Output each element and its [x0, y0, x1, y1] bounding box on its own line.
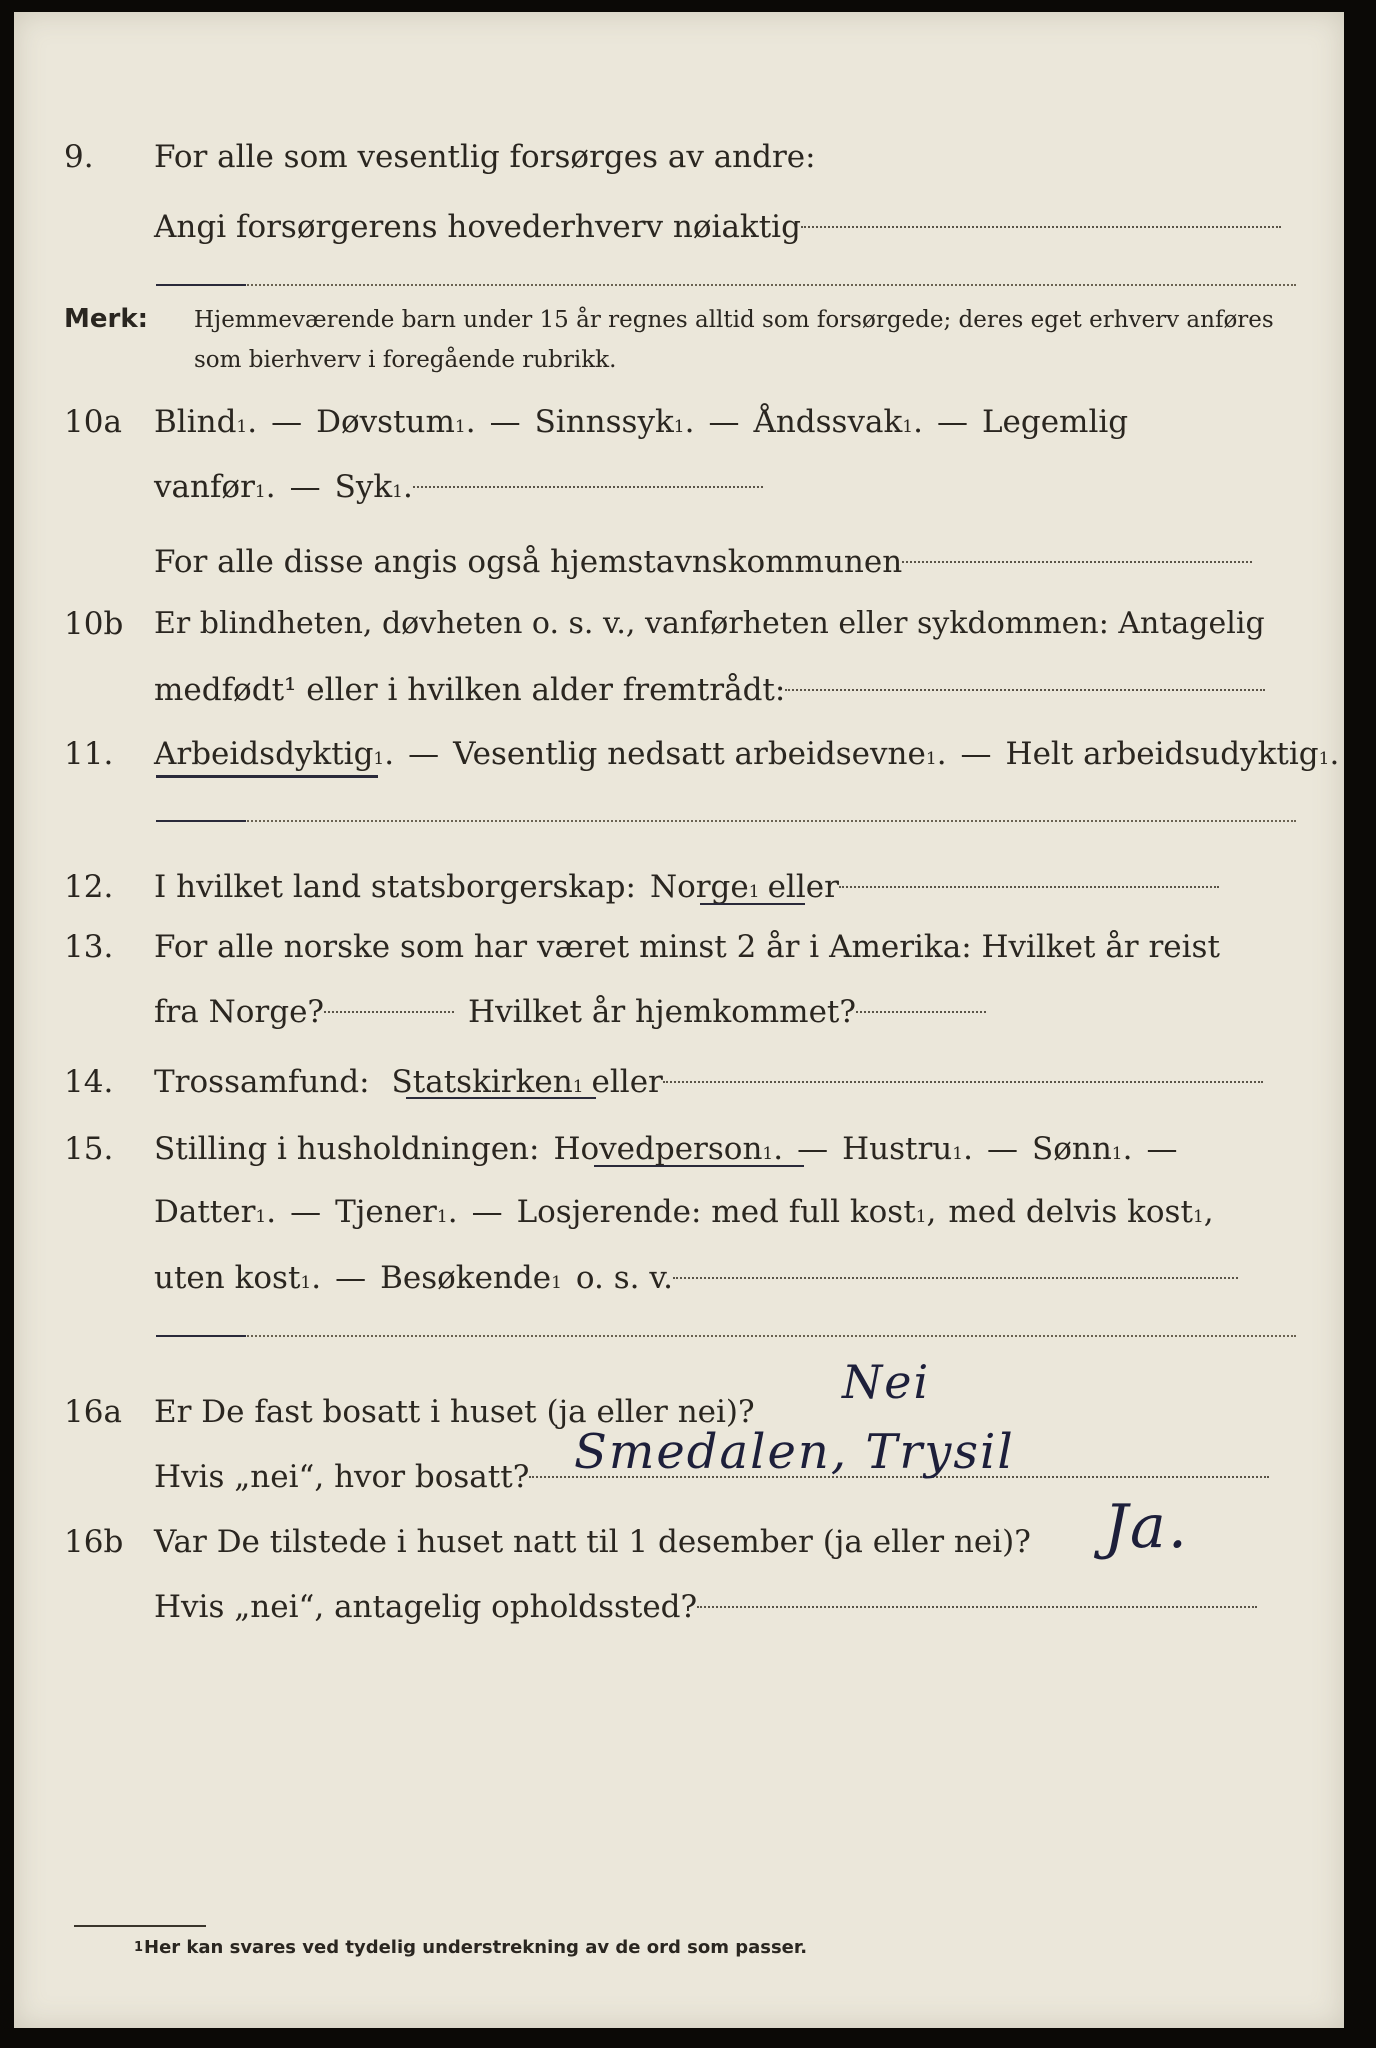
question-text: For alle norske som har været minst 2 år i Amerika: Hvilket år reist: [154, 929, 1220, 965]
option-hustru[interactable]: Hustru: [842, 1131, 953, 1167]
answer-line[interactable]: [156, 1335, 1296, 1337]
answer-line[interactable]: [156, 820, 1296, 822]
option-syk[interactable]: Syk: [334, 469, 393, 505]
census-form-page: 9. For alle som vesentlig forsørges av andre: Angi forsørgerens hovederhverv nøiaktig Merk: Hjemmeværende barn under 15 år regnes alltid som forsørgede; deres eget erhverv anføres som bierhverv i foregående rubrikk. 10a Blind 1 . — Døvstum 1 . — Sinnssyk 1 . — Åndssvak 1 . — Legemlig vanfør 1 . — Syk 1 . For alle disse angis også hjemstavnskommunen 10b Er blindheten, døvheten o. s. v., vanførheten eller sykdommen: Antagelig medfødt¹ eller i hvilken alder fremtrådt: 11. Arbeidsdyktig 1 . — Vesentlig nedsatt arbeidsevne 1 . — Helt arbeidsudyktig 1 . 12. I hvilket land statsborgerskap: Norge 1 eller 13. For alle norske som har været minst 2 år i Amerika: Hvilket år reist fra Norge? Hvilket år hjemkommet? 14. Trossamfund: Statskirken 1 eller 15. Stilling i husholdningen: Hovedperson 1 . — Hustru 1 . — Sønn 1 . — Datter 1 . — Tjener 1 . — Losjerende: med full kost 1 , med delvis kost 1 , uten kost 1 . — Besøkende 1 o. s. v. 16a Er De fast bosatt i huset (ja eller nei)? Nei Hvis „nei“, hvor bosatt? Smedalen, Trysil 16b Var De tilstede i huset natt til 1 desember (ja eller nei)? Ja. Hvis „nei“, antagelig opholdssted? 1 Her kan svares ved tydelig understrekning av de ord som passer.: [14, 12, 1344, 2028]
answer-underline: [594, 1165, 804, 1167]
answer-underline: [406, 1097, 596, 1099]
question-text: For alle disse angis også hjemstavnskommunen: [154, 544, 903, 580]
answer-line[interactable]: [413, 486, 763, 488]
handwritten-answer-nei: Nei: [842, 1355, 931, 1409]
question-text: Hvis „nei“, antagelig opholdssted?: [154, 1589, 698, 1625]
underline-mark: [156, 820, 246, 822]
question-number: 12.: [64, 869, 114, 905]
answer-line[interactable]: [697, 1606, 1257, 1608]
option-losjerende-full-kost[interactable]: Losjerende: med full kost: [516, 1194, 916, 1230]
option-besokende[interactable]: Besøkende: [380, 1260, 552, 1296]
handwritten-answer-bosted: Smedalen, Trysil: [574, 1424, 1015, 1480]
option-eller: eller: [591, 1064, 663, 1100]
question-text: fra Norge?: [154, 994, 325, 1030]
option-dovstum[interactable]: Døvstum: [316, 404, 455, 440]
question-text: Stilling i husholdningen:: [154, 1131, 540, 1167]
answer-line[interactable]: [785, 689, 1265, 691]
option-delvis-kost[interactable]: med delvis kost: [948, 1194, 1193, 1230]
answer-line[interactable]: [902, 561, 1252, 563]
footnote-rule: [74, 1925, 206, 1927]
option-statskirken[interactable]: Statskirken: [391, 1064, 573, 1100]
answer-line-reist[interactable]: [324, 1011, 454, 1013]
option-osv: o. s. v.: [575, 1260, 674, 1296]
footnote-text: Her kan svares ved tydelig understrekning av de ord som passer.: [144, 1937, 808, 1958]
option-arbeidsdyktig[interactable]: Arbeidsdyktig: [154, 736, 374, 772]
answer-line[interactable]: [801, 226, 1281, 228]
question-text: Hvis „nei“, hvor bosatt?: [154, 1459, 530, 1495]
underline-mark: [156, 284, 246, 286]
option-tjener[interactable]: Tjener: [335, 1194, 437, 1230]
option-sonn[interactable]: Sønn: [1031, 1131, 1112, 1167]
option-eller: eller: [767, 869, 839, 905]
question-text: Hvilket år hjemkommet?: [468, 994, 857, 1030]
question-text: Angi forsørgerens hovederhverv nøiaktig: [154, 209, 801, 245]
option-hovedperson[interactable]: Hovedperson: [553, 1131, 763, 1167]
question-number: 13.: [64, 929, 114, 965]
answer-underline: [700, 903, 805, 905]
question-text: For alle som vesentlig forsørges av andre:: [154, 139, 816, 175]
question-number: 11.: [64, 736, 114, 772]
handwritten-answer-ja: Ja.: [1104, 1492, 1189, 1562]
answer-line[interactable]: [156, 284, 1296, 286]
option-datter[interactable]: Datter: [154, 1194, 256, 1230]
question-text: Var De tilstede i huset natt til 1 desember (ja eller nei)?: [154, 1524, 1031, 1560]
option-uten-kost[interactable]: uten kost: [154, 1260, 301, 1296]
question-text: medfødt¹ eller i hvilken alder fremtrådt:: [154, 672, 786, 708]
option-blind[interactable]: Blind: [154, 404, 237, 440]
option-norge[interactable]: Norge: [649, 869, 749, 905]
question-text: I hvilket land statsborgerskap:: [154, 869, 636, 905]
note-text: Hjemmeværende barn under 15 år regnes alltid som forsørgede; deres eget erhverv anføres som bierhverv i foregående rubrikk.: [194, 307, 1274, 373]
question-text: Trossamfund:: [154, 1064, 370, 1100]
question-number: 15.: [64, 1131, 114, 1167]
question-number: 10b: [64, 606, 124, 642]
option-vanfor[interactable]: vanfør: [154, 469, 255, 505]
answer-line[interactable]: [663, 1081, 1263, 1083]
option-legemlig[interactable]: Legemlig: [981, 404, 1129, 440]
option-nedsatt-arbeidsevne[interactable]: Vesentlig nedsatt arbeidsevne: [453, 736, 926, 772]
question-number: 14.: [64, 1064, 114, 1100]
option-arbeidsudyktig[interactable]: Helt arbeidsudyktig: [1005, 736, 1319, 772]
option-sinnssyk[interactable]: Sinnssyk: [534, 404, 674, 440]
underline-mark: [156, 1335, 246, 1337]
question-number: 16a: [64, 1394, 122, 1430]
footnote-mark: 1: [134, 1940, 144, 1955]
answer-line-hjemkommet[interactable]: [856, 1011, 986, 1013]
question-number: 9.: [64, 139, 94, 175]
answer-line[interactable]: [673, 1277, 1238, 1279]
answer-line[interactable]: [839, 886, 1219, 888]
note-label: Merk:: [64, 304, 149, 334]
question-text: Er blindheten, døvheten o. s. v., vanførheten eller sykdommen: Antagelig: [154, 606, 1265, 641]
answer-underline: [156, 775, 378, 778]
question-number: 10a: [64, 404, 122, 440]
question-number: 16b: [64, 1524, 124, 1560]
question-text: Er De fast bosatt i huset (ja eller nei)?: [154, 1394, 755, 1430]
option-andssvak[interactable]: Åndssvak: [753, 404, 903, 440]
